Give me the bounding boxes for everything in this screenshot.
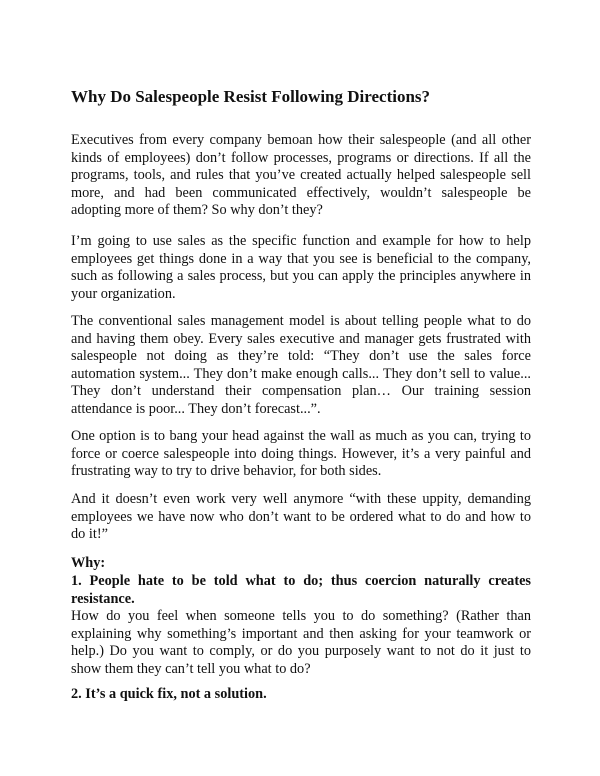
paragraph-sales-example: I’m going to use sales as the specific function and example for how to help employees get things done in a way that you see is beneficial to the company, such as following a sales process, but you can apply the principles anywhere in your organization. [71,233,531,302]
paragraph-intro: Executives from every company bemoan how their salespeople (and all other kinds of employees) don’t follow processes, programs or directions. If all the programs, tools, and rules that you’ve created actually helped salespeople sell more, and had been communicated effectively, wouldn’t salespeople be adopting more of them? So why don’t they? [71,132,531,219]
reason-1-body: How do you feel when someone tells you to do something? (Rather than explaining why something’s important and then asking for your teamwork or help.) Do you want to comply, or do you purposely want to not do it just to show them they can’t tell you what to do? [71,608,531,677]
why-heading: Why: [71,555,106,571]
paragraph-doesnt-work: And it doesn’t even work very well anymore “with these uppity, demanding employees we have now who don’t want to be ordered what to do and how to do it!” [71,491,531,543]
paragraph-conventional-model: The conventional sales management model is about telling people what to do and having them obey. Every sales executive and manager gets frustrated with salespeople not doing as they’re told: “They don’t use the sales force automation system... They don’t make enough calls... They don’t sell to value... They don’t understand their compensation plan… Our training session attendance is poor... They don’t forecast...”. [71,313,531,417]
document-title: Why Do Salespeople Resist Following Directions? [71,87,431,106]
reason-2-heading: 2. It’s a quick fix, not a solution. [71,686,267,702]
paragraph-bang-head: One option is to bang your head against the wall as much as you can, trying to force or coerce salespeople into doing things. However, it’s a very painful and frustrating way to try to drive behavior, for both sides. [71,428,531,480]
reason-1-heading: 1. People hate to be told what to do; thus coercion naturally creates resistance. [71,573,531,607]
